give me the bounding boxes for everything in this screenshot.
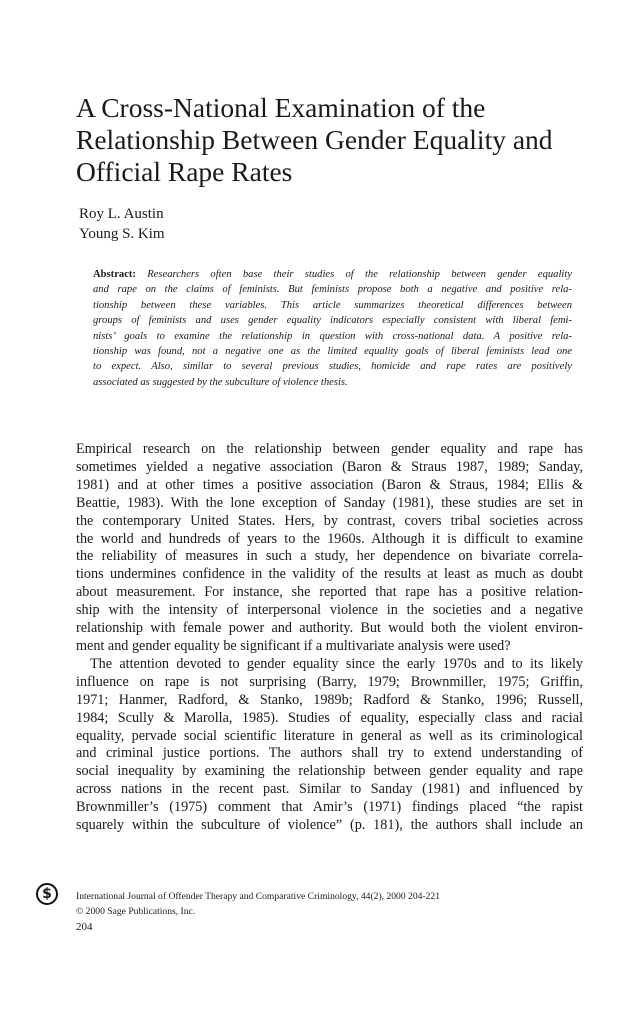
abstract-line: and rape on the claims of feminists. But feminists propose both a negative and positive rela- [93, 284, 572, 296]
body-line: about measurement. For instance, she reported that rape has a positive relation- [76, 584, 583, 601]
body-line: The attention devoted to gender equality since the early 1970s and to its likely [90, 655, 583, 672]
abstract-line: tionship between these variables. This article summarizes theoretical differences between [93, 299, 572, 311]
copyright-notice: © 2000 Sage Publications, Inc. [76, 906, 196, 917]
author-list [79, 204, 165, 244]
body-text [76, 441, 583, 835]
body-line: equality, pervade social scientific literature in general as well as its criminological [76, 727, 583, 744]
abstract [93, 267, 572, 390]
abstract-line [93, 267, 572, 282]
title-line: A Cross-National Examination of the [76, 92, 486, 123]
title-line: Official Rape Rates [76, 156, 293, 187]
page-footer [76, 889, 440, 919]
body-line: Beattie, 1983). With the lone exception of Sanday (1981), these studies are set in [76, 494, 583, 511]
journal-citation: International Journal of Offender Therapy and Comparative Criminology, 44(2), 2000 204-221 [76, 891, 441, 902]
body-line: social inequality by examining the relationship between gender equality and rape [76, 763, 583, 780]
page-number: 204 [76, 921, 93, 933]
body-line: squarely within the subculture of violence” (p. 181), the authors shall include an [76, 817, 583, 834]
body-line: across nations in the recent past. Similar to Sanday (1981) and influenced by [76, 781, 583, 798]
article-title [76, 92, 596, 188]
body-line: 1971; Hanmer, Radford, & Stanko, 1989b; Radford & Stanko, 1996; Russell, [76, 691, 583, 708]
abstract-line: to expect. Also, similar to several previous studies, homicide and rape rates are positively [93, 361, 572, 373]
body-line: the reliability of measures in such a study, her dependence on bivariate correla- [76, 548, 583, 565]
abstract-line: groups of feminists and uses gender equality indicators especially consistent with liberal femi- [93, 315, 572, 327]
body-line: and criminal justice portions. The authors shall try to extend understanding of [76, 745, 583, 762]
body-line: the contemporary United States. Hers, by contrast, covers tribal societies across [76, 512, 583, 529]
author-name: Young S. Kim [79, 226, 165, 242]
body-line: 1981) and at other times a positive association (Baron & Straus, 1984; Ellis & [76, 476, 583, 493]
abstract-text: Researchers often base their studies of the relationship between gender equality [135, 269, 572, 280]
body-line: influence on rape is not surprising (Barry, 1979; Brownmiller, 1975; Griffin, [76, 673, 583, 690]
abstract-label: Abstract: [93, 269, 136, 280]
body-line: 1984; Scully & Marolla, 1985). Studies of equality, especially class and racial [76, 709, 583, 726]
author-name: Roy L. Austin [79, 206, 164, 222]
sage-logo-icon: $ [36, 883, 58, 905]
body-line: Brownmiller’s (1975) comment that Amir’s (1971) findings placed “the rapist [76, 799, 583, 816]
body-line: sometimes yielded a negative association (Baron & Straus 1987, 1989; Sanday, [76, 458, 583, 475]
abstract-line: nists’ goals to examine the relationship in question with cross-national data. A positive rela- [93, 330, 572, 342]
abstract-line: associated as suggested by the subculture of violence thesis. [93, 376, 348, 388]
body-line: relationship with female power and authority. But would both the violent environ- [76, 620, 583, 637]
body-line: ment and gender equality be significant if a multivariate analysis were used? [76, 637, 511, 654]
body-line: ship with the intensity of interpersonal violence in the societies and a negative [76, 602, 583, 619]
body-line: Empirical research on the relationship between gender equality and rape has [76, 441, 583, 457]
body-line: tions undermines confidence in the validity of the results at least as much as doubt [76, 566, 583, 583]
title-line: Relationship Between Gender Equality and [76, 124, 553, 155]
body-line: the world and hundreds of years to the 1960s. Although it is difficult to examine [76, 530, 583, 547]
abstract-line: tionship was found, not a negative one as the limited equality goals of liberal feminists lead one [93, 346, 572, 358]
